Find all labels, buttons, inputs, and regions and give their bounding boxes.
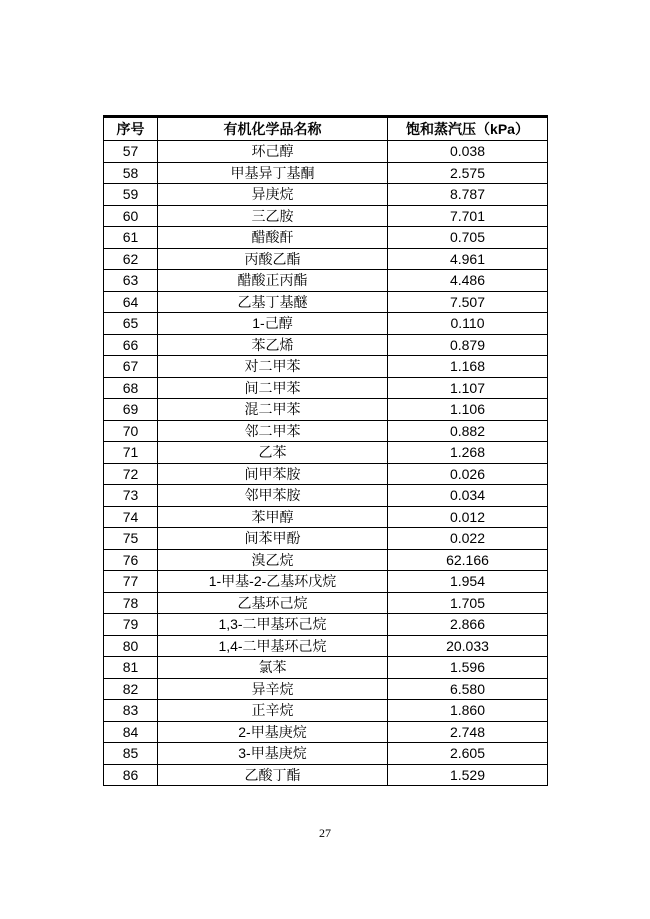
- table-row: [104, 743, 548, 765]
- table-row: [104, 291, 548, 313]
- cell-vapor-pressure: 1.168: [388, 356, 548, 378]
- col-header-index: 序号: [104, 117, 158, 141]
- cell-vapor-pressure: 20.033: [388, 635, 548, 657]
- cell-chemical-name: 邻二甲苯: [158, 420, 388, 442]
- cell-chemical-name: 乙基环己烷: [158, 592, 388, 614]
- cell-index: 58: [104, 162, 158, 184]
- cell-chemical-name: 苯乙烯: [158, 334, 388, 356]
- cell-index: 71: [104, 442, 158, 464]
- table-row: [104, 571, 548, 593]
- table-row: [104, 377, 548, 399]
- table-row: [104, 592, 548, 614]
- table-row: [104, 614, 548, 636]
- table-row: [104, 270, 548, 292]
- cell-vapor-pressure: 0.022: [388, 528, 548, 550]
- cell-chemical-name: 丙酸乙酯: [158, 248, 388, 270]
- table-row: [104, 141, 548, 163]
- cell-chemical-name: 正辛烷: [158, 700, 388, 722]
- cell-index: 66: [104, 334, 158, 356]
- cell-chemical-name: 氯苯: [158, 657, 388, 679]
- col-header-chemical-name: 有机化学品名称: [158, 117, 388, 141]
- cell-vapor-pressure: 1.954: [388, 571, 548, 593]
- cell-vapor-pressure: 1.107: [388, 377, 548, 399]
- table-row: [104, 506, 548, 528]
- cell-chemical-name: 间二甲苯: [158, 377, 388, 399]
- cell-vapor-pressure: 0.110: [388, 313, 548, 335]
- table-body: [104, 141, 548, 786]
- cell-index: 68: [104, 377, 158, 399]
- cell-index: 65: [104, 313, 158, 335]
- page-number: 27: [319, 826, 331, 840]
- cell-index: 81: [104, 657, 158, 679]
- table-row: [104, 678, 548, 700]
- table-row: [104, 700, 548, 722]
- cell-chemical-name: 乙基丁基醚: [158, 291, 388, 313]
- table-header-row: [104, 117, 548, 141]
- cell-vapor-pressure: 62.166: [388, 549, 548, 571]
- cell-index: 86: [104, 764, 158, 786]
- cell-chemical-name: 1-己醇: [158, 313, 388, 335]
- cell-vapor-pressure: 4.486: [388, 270, 548, 292]
- table-row: [104, 334, 548, 356]
- table-row: [104, 399, 548, 421]
- cell-chemical-name: 溴乙烷: [158, 549, 388, 571]
- cell-chemical-name: 异庚烷: [158, 184, 388, 206]
- table-row: [104, 764, 548, 786]
- cell-chemical-name: 三乙胺: [158, 205, 388, 227]
- cell-chemical-name: 1-甲基-2-乙基环戊烷: [158, 571, 388, 593]
- cell-index: 64: [104, 291, 158, 313]
- cell-index: 72: [104, 463, 158, 485]
- table-row: [104, 721, 548, 743]
- table-row: [104, 485, 548, 507]
- cell-index: 73: [104, 485, 158, 507]
- cell-vapor-pressure: 8.787: [388, 184, 548, 206]
- cell-index: 80: [104, 635, 158, 657]
- cell-chemical-name: 对二甲苯: [158, 356, 388, 378]
- cell-vapor-pressure: 1.529: [388, 764, 548, 786]
- cell-index: 74: [104, 506, 158, 528]
- table-row: [104, 635, 548, 657]
- cell-chemical-name: 异辛烷: [158, 678, 388, 700]
- cell-vapor-pressure: 1.705: [388, 592, 548, 614]
- cell-chemical-name: 醋酸正丙酯: [158, 270, 388, 292]
- cell-chemical-name: 混二甲苯: [158, 399, 388, 421]
- table-row: [104, 313, 548, 335]
- cell-chemical-name: 1,4-二甲基环己烷: [158, 635, 388, 657]
- cell-index: 67: [104, 356, 158, 378]
- table-row: [104, 549, 548, 571]
- cell-vapor-pressure: 4.961: [388, 248, 548, 270]
- cell-index: 61: [104, 227, 158, 249]
- cell-index: 76: [104, 549, 158, 571]
- cell-index: 84: [104, 721, 158, 743]
- cell-vapor-pressure: 2.575: [388, 162, 548, 184]
- table-row: [104, 184, 548, 206]
- cell-index: 59: [104, 184, 158, 206]
- cell-chemical-name: 1,3-二甲基环己烷: [158, 614, 388, 636]
- cell-index: 69: [104, 399, 158, 421]
- cell-chemical-name: 乙酸丁酯: [158, 764, 388, 786]
- table-row: [104, 420, 548, 442]
- cell-vapor-pressure: 0.034: [388, 485, 548, 507]
- cell-vapor-pressure: 2.605: [388, 743, 548, 765]
- cell-vapor-pressure: 0.012: [388, 506, 548, 528]
- cell-index: 83: [104, 700, 158, 722]
- cell-index: 62: [104, 248, 158, 270]
- table-row: [104, 205, 548, 227]
- table-row: [104, 162, 548, 184]
- cell-chemical-name: 苯甲醇: [158, 506, 388, 528]
- cell-vapor-pressure: 1.596: [388, 657, 548, 679]
- cell-vapor-pressure: 7.507: [388, 291, 548, 313]
- cell-vapor-pressure: 0.038: [388, 141, 548, 163]
- col-header-vapor-pressure: 饱和蒸汽压（kPa）: [388, 117, 548, 141]
- cell-vapor-pressure: 7.701: [388, 205, 548, 227]
- cell-vapor-pressure: 0.882: [388, 420, 548, 442]
- cell-index: 60: [104, 205, 158, 227]
- table-row: [104, 442, 548, 464]
- cell-index: 78: [104, 592, 158, 614]
- cell-index: 63: [104, 270, 158, 292]
- cell-index: 85: [104, 743, 158, 765]
- cell-vapor-pressure: 1.106: [388, 399, 548, 421]
- table-row: [104, 463, 548, 485]
- cell-index: 82: [104, 678, 158, 700]
- cell-chemical-name: 甲基异丁基酮: [158, 162, 388, 184]
- cell-vapor-pressure: 0.879: [388, 334, 548, 356]
- cell-vapor-pressure: 6.580: [388, 678, 548, 700]
- table-row: [104, 248, 548, 270]
- cell-vapor-pressure: 2.866: [388, 614, 548, 636]
- table-row: [104, 227, 548, 249]
- cell-index: 79: [104, 614, 158, 636]
- table-row: [104, 657, 548, 679]
- cell-chemical-name: 2-甲基庚烷: [158, 721, 388, 743]
- cell-chemical-name: 醋酸酐: [158, 227, 388, 249]
- cell-vapor-pressure: 0.026: [388, 463, 548, 485]
- cell-index: 70: [104, 420, 158, 442]
- cell-chemical-name: 间甲苯胺: [158, 463, 388, 485]
- cell-chemical-name: 邻甲苯胺: [158, 485, 388, 507]
- cell-chemical-name: 3-甲基庚烷: [158, 743, 388, 765]
- cell-vapor-pressure: 0.705: [388, 227, 548, 249]
- table-row: [104, 528, 548, 550]
- cell-index: 75: [104, 528, 158, 550]
- table-row: [104, 356, 548, 378]
- cell-index: 77: [104, 571, 158, 593]
- vapor-pressure-table: [103, 115, 548, 786]
- cell-index: 57: [104, 141, 158, 163]
- cell-chemical-name: 乙苯: [158, 442, 388, 464]
- cell-chemical-name: 环己醇: [158, 141, 388, 163]
- cell-chemical-name: 间苯甲酚: [158, 528, 388, 550]
- cell-vapor-pressure: 1.268: [388, 442, 548, 464]
- cell-vapor-pressure: 1.860: [388, 700, 548, 722]
- cell-vapor-pressure: 2.748: [388, 721, 548, 743]
